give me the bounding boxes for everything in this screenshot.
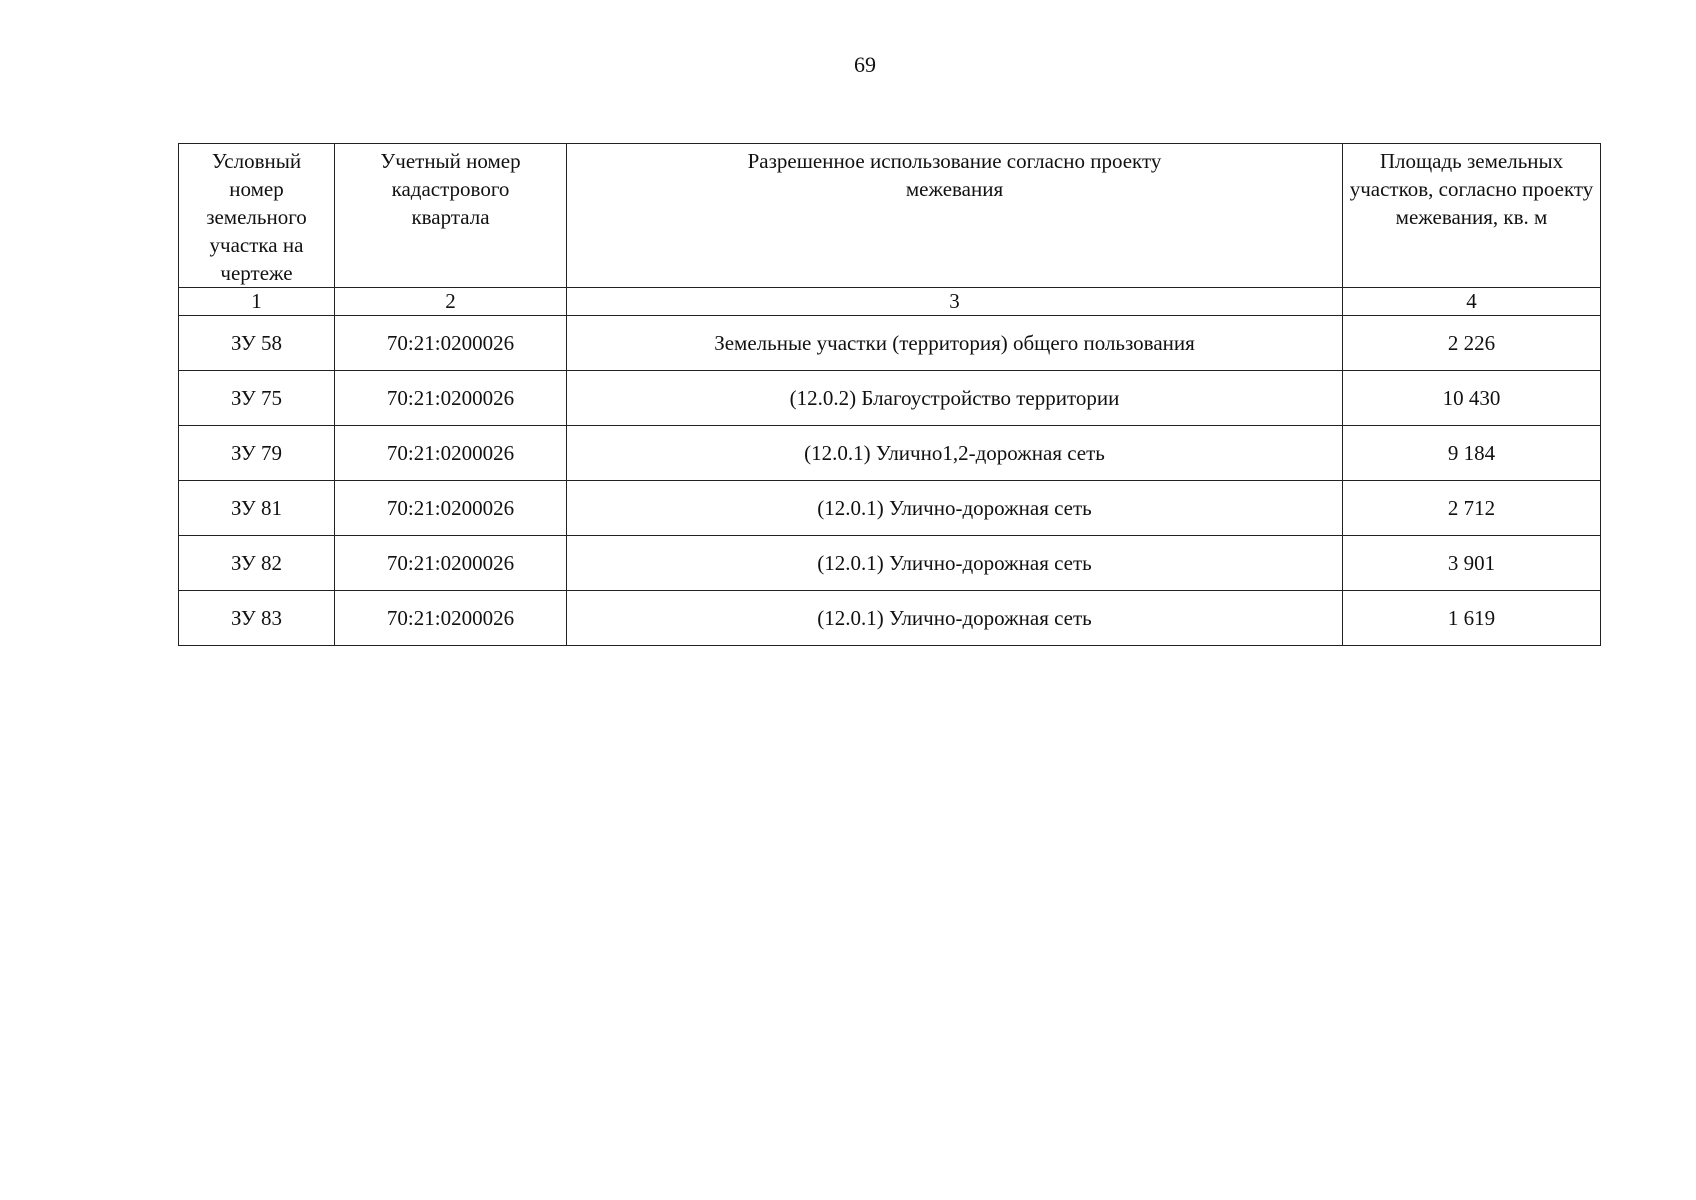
area-cell: 10 430 [1343, 371, 1601, 426]
header-permitted-use: Разрешенное использование согласно проекту межевания [567, 144, 1343, 288]
cadastral-quarter-cell: 70:21:0200026 [335, 536, 567, 591]
cadastral-quarter-cell: 70:21:0200026 [335, 591, 567, 646]
area-cell: 1 619 [1343, 591, 1601, 646]
permitted-use-cell: (12.0.1) Улично-дорожная сеть [567, 481, 1343, 536]
column-number: 4 [1343, 288, 1601, 316]
permitted-use-cell: (12.0.1) Улично-дорожная сеть [567, 536, 1343, 591]
area-cell: 9 184 [1343, 426, 1601, 481]
plot-number-cell: ЗУ 58 [179, 316, 335, 371]
cadastral-quarter-cell: 70:21:0200026 [335, 371, 567, 426]
header-cadastral-quarter: Учетный номер кадастрового квартала [335, 144, 567, 288]
land-plots-table [178, 143, 1601, 646]
permitted-use-cell: (12.0.1) Улично1,2-дорожная сеть [567, 426, 1343, 481]
page-number: 69 [854, 52, 876, 77]
plot-number-cell: ЗУ 75 [179, 371, 335, 426]
cadastral-quarter-cell: 70:21:0200026 [335, 426, 567, 481]
area-cell: 2 226 [1343, 316, 1601, 371]
header-area: Площадь земельных участков, согласно проекту межевания, кв. м [1343, 144, 1601, 288]
table-row [179, 426, 1601, 481]
table-row [179, 591, 1601, 646]
plot-number-cell: ЗУ 81 [179, 481, 335, 536]
cadastral-quarter-cell: 70:21:0200026 [335, 316, 567, 371]
plot-number-cell: ЗУ 82 [179, 536, 335, 591]
area-cell: 3 901 [1343, 536, 1601, 591]
plot-number-cell: ЗУ 79 [179, 426, 335, 481]
table-row [179, 316, 1601, 371]
column-number: 2 [335, 288, 567, 316]
table-row [179, 371, 1601, 426]
permitted-use-cell: (12.0.2) Благоустройство территории [567, 371, 1343, 426]
permitted-use-cell: Земельные участки (территория) общего пользования [567, 316, 1343, 371]
column-number: 1 [179, 288, 335, 316]
table-header-row [179, 144, 1601, 288]
table-row [179, 481, 1601, 536]
cadastral-quarter-cell: 70:21:0200026 [335, 481, 567, 536]
permitted-use-cell: (12.0.1) Улично-дорожная сеть [567, 591, 1343, 646]
column-numbers-row [179, 288, 1601, 316]
plot-number-cell: ЗУ 83 [179, 591, 335, 646]
table-row [179, 536, 1601, 591]
area-cell: 2 712 [1343, 481, 1601, 536]
header-plot-number: Условный номер земельного участка на чертеже [179, 144, 335, 288]
column-number: 3 [567, 288, 1343, 316]
